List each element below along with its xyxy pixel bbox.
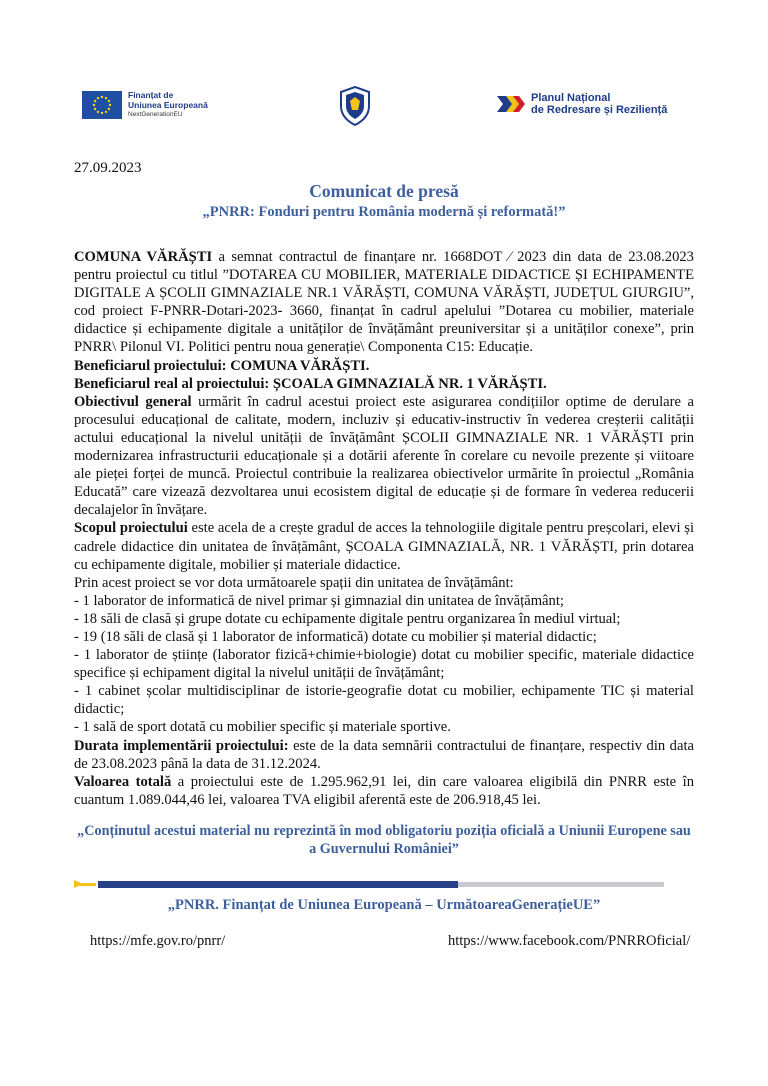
facebook-link[interactable]: https://www.facebook.com/PNRROficial/ xyxy=(448,933,691,949)
pnrr-logo-line1: Planul Național xyxy=(531,92,611,104)
paragraph-contract xyxy=(74,248,694,357)
list-item: - 19 (18 săli de clasă și 1 laborator de informatică) dotate cu mobilier și material didactic; xyxy=(74,628,597,645)
real-beneficiary-line: Beneficiarul real al proiectului: ȘCOALA GIMNAZIALĂ NR. 1 VĂRĂȘTI. xyxy=(74,375,547,392)
eu-funding-logo xyxy=(82,90,208,120)
contract-text: a semnat contractul de finanțare nr. 1668DOT ⁄ 2023 din data de 23.08.2023 pentru proiectul cu titlul ”DOTAREA CU MOBILIER, MATERIALE DIDACTICE ȘI ECHIPAMENTE DIGITALE A ȘCOLII GIMNAZIALE NR.1 VĂRĂȘTI, COMUNA VĂRĂȘTI, JUDEȚUL GIURGIU”, cod proiect F-PNRR-Dotari-2023- 3660, finanțat în cadrul apelului ”Dotarea cu mobilier, materiale didactice și echipamente digitale a unităților de învățământ preuniversitar și a unităților conexe”, prin PNRR\ Pilonul VI. Politici pentru noua generație\ Componenta C15: Educație. xyxy=(74,249,694,356)
page-subtitle: „PNRR: Fonduri pentru România modernă și reformată!” xyxy=(202,204,566,220)
page-title: Comunicat de presă xyxy=(309,181,459,201)
paragraph-real-beneficiary xyxy=(74,375,694,393)
value-label: Valoarea totală xyxy=(74,773,172,790)
beneficiary-line: Beneficiarul proiectului: COMUNA VĂRĂȘTI. xyxy=(74,357,370,374)
footer-divider xyxy=(74,880,664,889)
list-item: - 1 cabinet școlar multidisciplinar de istorie-geografie dotat cu mobilier, echipamente TIC și material didactic; xyxy=(74,683,694,718)
eu-logo-line1: Finanțat de xyxy=(128,90,174,100)
eu-logo-line2: Uniunea Europeană xyxy=(128,100,208,110)
mfe-link[interactable]: https://mfe.gov.ro/pnrr/ xyxy=(90,933,226,949)
paragraph-duration xyxy=(74,737,694,773)
document-date: 27.09.2023 xyxy=(74,160,142,176)
scope-label: Scopul proiectului xyxy=(74,520,188,537)
pnrr-arrow-icon xyxy=(497,93,527,115)
spaces-intro: Prin acest proiect se vor dota următoarele spații din unitatea de învățământ: xyxy=(74,574,514,591)
government-emblem-icon xyxy=(337,86,373,131)
footer-slogan: „PNRR. Finanțat de Uniunea Europeană – UrmătoareaGenerațieUE” xyxy=(167,897,601,913)
eu-logo-line3: NextGenerationEU xyxy=(128,111,183,118)
list-item: - 1 sală de sport dotată cu mobilier specific și materiale sportive. xyxy=(74,719,451,736)
press-release-body xyxy=(74,248,694,809)
beneficiary-name: COMUNA VĂRĂȘTI xyxy=(74,249,213,265)
list-item: - 1 laborator de informatică de nivel primar și gimnazial din unitatea de învățământ; xyxy=(74,592,564,609)
paragraph-value xyxy=(74,773,694,809)
list-item: - 1 laborator de științe (laborator fizică+chimie+biologie) dotat cu mobilier specific, materiale didactice specifice și echipament digital la nivelul unității de învățământ; xyxy=(74,647,694,682)
eu-flag-icon xyxy=(82,91,122,119)
paragraph-scope xyxy=(74,519,694,573)
paragraph-objective xyxy=(74,393,694,520)
disclaimer: „Conținutul acestui material nu reprezintă în mod obligatoriu poziția oficială a Uniunii Europene sau a Guvernului României” xyxy=(77,823,691,857)
scope-text: este acela de a crește gradul de acces la tehnologiile digitale pentru preșcolari, elevi și cadrele didactice din unitatea de învățământ, ȘCOALA GIMNAZIALĂ, NR. 1 VĂRĂȘTI, prin dotarea cu echipamente digitale, mobilier și materiale didactice. xyxy=(74,520,695,573)
list-item: - 18 săli de clasă și grupe dotate cu echipamente digitale pentru organizarea în mediul virtual; xyxy=(74,610,621,627)
duration-label: Durata implementării proiectului: xyxy=(74,737,289,754)
pnrr-logo-line2: de Redresare și Reziliență xyxy=(531,104,668,116)
objective-label: Obiectivul general xyxy=(74,393,192,410)
pnrr-logo xyxy=(497,92,667,116)
header-logos xyxy=(0,86,768,136)
objective-text: urmărit în cadrul acestui proiect este asigurarea condițiilor optime de derulare a procesului educațional de calitate, modern, incluziv și educativ-instructiv în vederea creșterii calității actului educațional la nivelul unității de învățământ ȘCOLII GIMNAZIALE NR. 1 VĂRĂȘTI prin modernizarea infrastructurii educaționale și a dotării aferente în corelare cu nevoile prezente și viitoare ale pieței forței de muncă. Proiectul contribuie la realizarea obiectivelor urmărite în proiectul „România Educată” care vizează dezvoltarea unui ecosistem digital de educație și de formare în vederea reducerii decalajelor în învățare. xyxy=(74,393,694,519)
paragraph-beneficiary xyxy=(74,357,694,375)
duration-text: este de la data semnării contractului de finanțare, respectiv din data de 23.08.2023 până la data de 31.12.2024. xyxy=(74,737,694,772)
value-text: a proiectului este de 1.295.962,91 lei, din care valoarea eligibilă din PNRR este în cuantum 1.089.044,46 lei, valoarea TVA eligibil aferentă este de 206.918,45 lei. xyxy=(74,773,694,808)
